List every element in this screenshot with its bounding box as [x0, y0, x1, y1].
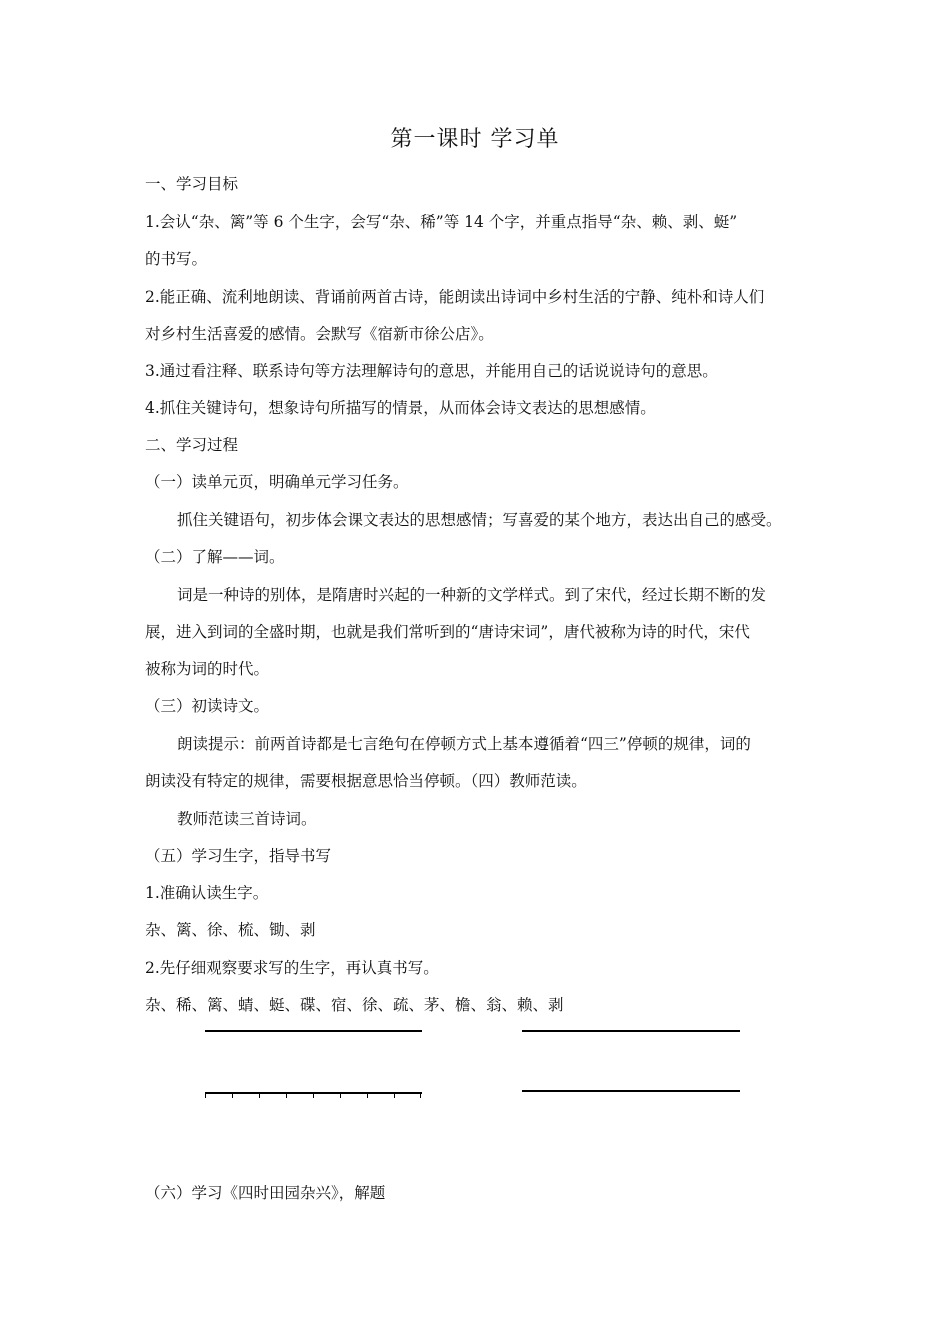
step-1-heading: （一）读单元页，明确单元学习任务。: [145, 473, 409, 491]
grid-tick: [420, 1094, 421, 1098]
step-3-text-cont: 朗读没有特定的规律，需要根据意思恰当停顿。（四）教师范读。: [145, 772, 587, 790]
section-heading-goals: 一、学习目标: [145, 175, 239, 193]
grid-tick: [367, 1094, 368, 1098]
step-5-item-1: 1.准确认读生字。: [145, 884, 269, 902]
step-5-item-2: 2.先仔细观察要求写的生字，再认真书写。: [145, 959, 439, 977]
grid-tick: [394, 1094, 395, 1098]
writing-line: [522, 1090, 740, 1092]
step-3-text: 朗读提示：前两首诗都是七言绝句在停顿方式上基本遵循着“四三”停顿的规律，词的: [177, 735, 751, 753]
goal-2-cont: 对乡村生活喜爱的感情。会默写《宿新市徐公店》。: [145, 325, 494, 343]
characters-write: 杂、稀、篱、蜻、蜓、碟、宿、徐、疏、茅、檐、翁、赖、剥: [145, 996, 564, 1014]
grid-tick: [286, 1094, 287, 1098]
writing-grid-line: [205, 1092, 422, 1098]
grid-tick: [313, 1094, 314, 1098]
goal-1-cont: 的书写。: [145, 250, 208, 268]
goal-2: 2.能正确、流利地朗读、背诵前两首古诗，能朗读出诗词中乡村生活的宁静、纯朴和诗人们: [145, 288, 765, 306]
grid-tick: [205, 1094, 206, 1098]
writing-line: [205, 1030, 422, 1032]
goal-4: 4.抓住关键诗句，想象诗句所描写的情景，从而体会诗文表达的思想感情。: [145, 399, 656, 417]
section-heading-process: 二、学习过程: [145, 436, 239, 454]
step-2-heading: （二）了解——词。: [145, 548, 285, 566]
page-title: 第一课时 学习单: [390, 127, 560, 152]
grid-tick: [259, 1094, 260, 1098]
step-3-heading: （三）初读诗文。: [145, 697, 270, 715]
step-2-text-cont: 展，进入到词的全盛时期，也就是我们常听到的“唐诗宋词”，唐代被称为诗的时代，宋代: [145, 623, 750, 641]
grid-tick: [340, 1094, 341, 1098]
step-2-text: 词是一种诗的别体，是隋唐时兴起的一种新的文学样式。到了宋代，经过长期不断的发: [177, 586, 767, 604]
step-4-text: 教师范读三首诗词。: [177, 810, 317, 828]
writing-line: [522, 1030, 740, 1032]
grid-tick: [232, 1094, 233, 1098]
step-1-text: 抓住关键语句，初步体会课文表达的思想感情；写喜爱的某个地方，表达出自己的感受。: [177, 511, 782, 529]
step-5-heading: （五）学习生字，指导书写: [145, 847, 332, 865]
step-2-text-cont2: 被称为词的时代。: [145, 660, 270, 678]
goal-3: 3.通过看注释、联系诗句等方法理解诗句的意思，并能用自己的话说说诗句的意思。: [145, 362, 718, 380]
step-6-heading: （六）学习《四时田园杂兴》，解题: [145, 1184, 386, 1202]
characters-read: 杂、篱、徐、梳、锄、剥: [145, 921, 316, 939]
goal-1: 1.会认“杂、篱”等 6 个生字，会写“杂、稀”等 14 个字，并重点指导“杂、赖、剥、蜓”: [145, 213, 738, 231]
